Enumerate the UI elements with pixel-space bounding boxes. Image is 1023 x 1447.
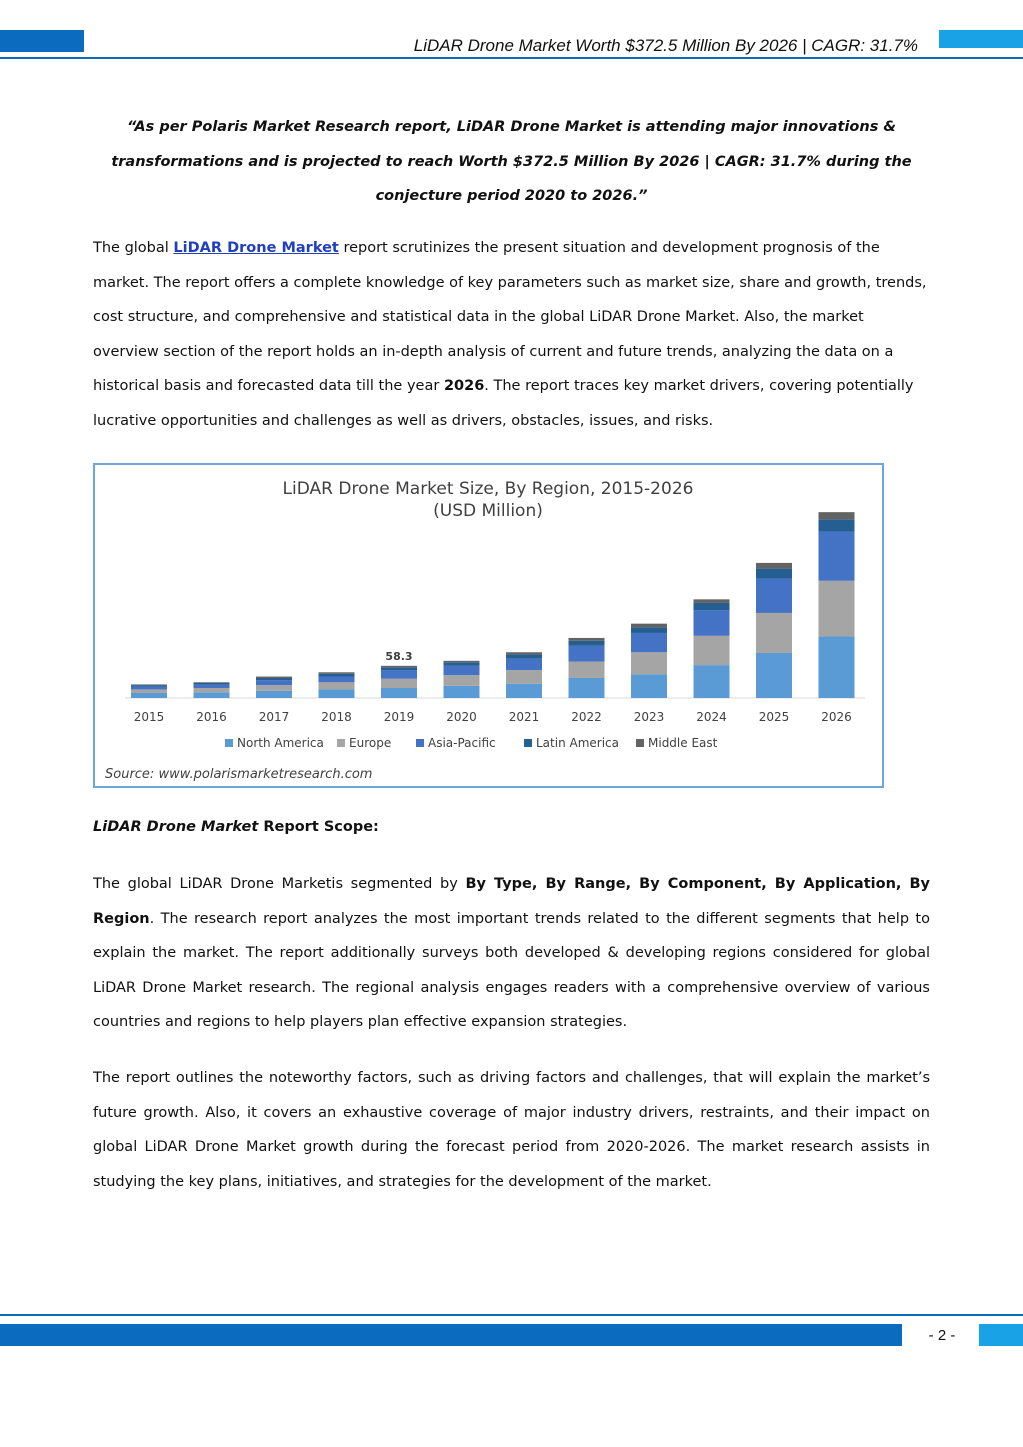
chart-svg xyxy=(95,465,882,786)
bar-segment-2020-north-america xyxy=(444,686,480,698)
bar-segment-2015-north-america xyxy=(131,693,167,698)
bar-segment-2018-latin-america xyxy=(319,674,355,677)
x-tick-label-2022: 2022 xyxy=(571,710,602,724)
bar-segment-2019-north-america xyxy=(381,688,417,698)
bar-segment-2021-europe xyxy=(506,670,542,684)
chart-x-labels xyxy=(134,710,852,724)
x-tick-label-2024: 2024 xyxy=(696,710,727,724)
bar-segment-2026-asia-pacific xyxy=(819,531,855,580)
scope-p1-rest: . The research report analyzes the most important trends related to the different segments that help to explain the market. The report additionally surveys both developed & developing regions considered for global LiDAR Drone Market research. The regional analysis engages readers with a comprehensive overview of various countries and regions to help players plan effective expansion strategies. xyxy=(93,910,930,1031)
bar-segment-2021-latin-america xyxy=(506,654,542,658)
header-rule xyxy=(0,57,1023,59)
scope-heading-italic: LiDAR Drone Market xyxy=(93,819,259,835)
bar-segment-2024-asia-pacific xyxy=(694,610,730,636)
lidar-drone-market-link[interactable]: LiDAR Drone Market xyxy=(173,240,339,256)
bar-segment-2016-north-america xyxy=(194,692,230,698)
bar-segment-2026-north-america xyxy=(819,637,855,698)
bar-segment-2024-north-america xyxy=(694,665,730,698)
x-tick-label-2017: 2017 xyxy=(258,710,290,724)
bar-segment-2025-latin-america xyxy=(756,569,792,579)
chart-title: LiDAR Drone Market Size, By Region, 2015-2026 xyxy=(282,479,694,499)
intro-prefix: The global xyxy=(93,240,174,256)
bar-segment-2017-europe xyxy=(256,685,292,691)
bar-segment-2022-middle-east xyxy=(569,638,605,641)
scope-paragraph-2: The report outlines the noteworthy factors, such as driving factors and challenges, that will explain the market’s future growth. Also, it covers an exhaustive coverage of major industry drivers, restraints, and their impact on global LiDAR Drone Market growth during the forecast period from 2020-2026. The market research assists in studying the key plans, initiatives, and strategies for the development of the market. xyxy=(93,1070,930,1190)
x-tick-label-2018: 2018 xyxy=(321,710,352,724)
header-title: LiDAR Drone Market Worth $372.5 Million By 2026 | CAGR: 31.7% xyxy=(413,36,918,55)
scope-paragraph-1 xyxy=(93,867,930,1040)
bar-segment-2022-latin-america xyxy=(569,641,605,646)
legend-swatch-latin-america xyxy=(524,739,532,747)
bar-segment-2024-europe xyxy=(694,636,730,665)
chart-legend xyxy=(225,736,718,750)
scope-p1-bold: By Type, By Range, By Component, By Application, By Region xyxy=(93,876,930,927)
intro-paragraph xyxy=(93,231,930,439)
legend-label-latin-america: Latin America xyxy=(536,736,619,750)
intro-text-1: report scrutinizes the present situation and development prognosis of the market. The report offers a complete knowledge of key parameters such as market size, share and growth, trends, cost structure, and comprehensive and statistical data in the global LiDAR Drone Market. Also, the market overview section of the report holds an in-depth analysis of current and future trends, analyzing the data on a historical basis and forecasted data till the year xyxy=(93,240,927,395)
bar-segment-2024-middle-east xyxy=(694,599,730,603)
intro-quote: “As per Polaris Market Research report, LiDAR Drone Market is attending major innovations & transformations and is projected to reach Worth $372.5 Million By 2026 | CAGR: 31.7% during the conjecture period 2020 to 2026.” xyxy=(111,119,912,204)
legend-swatch-asia-pacific xyxy=(416,739,424,747)
bar-segment-2024-latin-america xyxy=(694,603,730,610)
x-tick-label-2016: 2016 xyxy=(196,710,227,724)
bar-segment-2023-middle-east xyxy=(631,624,667,628)
x-tick-label-2019: 2019 xyxy=(383,710,415,724)
footer-accent-bar xyxy=(0,1324,902,1346)
bar-segment-2017-middle-east xyxy=(256,677,292,678)
x-tick-label-2020: 2020 xyxy=(446,710,477,724)
bar-segment-2025-europe xyxy=(756,613,792,653)
bar-segment-2019-latin-america xyxy=(381,667,417,670)
bar-segment-2021-middle-east xyxy=(506,652,542,654)
bar-segment-2026-europe xyxy=(819,581,855,637)
bar-segment-2018-north-america xyxy=(319,689,355,698)
scope-heading-rest: Report Scope: xyxy=(258,819,379,835)
intro-text-2: . The report traces key market drivers, covering potentially lucrative opportunities and challenges as well as drivers, obstacles, issues, and risks. xyxy=(93,378,914,429)
bar-segment-2015-asia-pacific xyxy=(131,687,167,690)
bar-segment-2015-middle-east xyxy=(131,684,167,685)
bar-segment-2018-europe xyxy=(319,682,355,689)
bar-segment-2016-europe xyxy=(194,688,230,692)
bar-segment-2019-asia-pacific xyxy=(381,670,417,679)
x-tick-label-2026: 2026 xyxy=(821,710,852,724)
legend-label-asia-pacific: Asia-Pacific xyxy=(428,736,496,750)
bar-segment-2020-latin-america xyxy=(444,662,480,666)
scope-p1-prefix: The global LiDAR Drone Marketis segmented by xyxy=(93,876,466,892)
legend-label-north-america: North America xyxy=(237,736,324,750)
legend-label-middle-east: Middle East xyxy=(648,736,718,750)
bar-segment-2022-europe xyxy=(569,662,605,678)
bar-segment-2023-north-america xyxy=(631,674,667,698)
bar-segment-2023-latin-america xyxy=(631,627,667,633)
x-tick-label-2025: 2025 xyxy=(758,710,790,724)
bar-segment-2019-europe xyxy=(381,679,417,688)
bar-segment-2025-asia-pacific xyxy=(756,579,792,613)
bar-segment-2017-latin-america xyxy=(256,678,292,680)
chart-bars xyxy=(131,512,855,698)
x-tick-label-2015: 2015 xyxy=(133,710,165,724)
legend-swatch-middle-east xyxy=(636,739,644,747)
bar-segment-2019-middle-east xyxy=(381,666,417,667)
x-tick-label-2021: 2021 xyxy=(508,710,540,724)
bar-segment-2021-north-america xyxy=(506,684,542,698)
bar-segment-2016-latin-america xyxy=(194,683,230,684)
bar-segment-2023-europe xyxy=(631,652,667,674)
bar-segment-2026-latin-america xyxy=(819,519,855,531)
data-label-2019: 58.3 xyxy=(385,649,413,663)
bar-segment-2015-europe xyxy=(131,689,167,693)
bar-segment-2022-north-america xyxy=(569,678,605,698)
bar-segment-2018-middle-east xyxy=(319,672,355,673)
page-number: - 2 - xyxy=(928,1327,956,1344)
bar-segment-2017-north-america xyxy=(256,691,292,698)
bar-segment-2025-middle-east xyxy=(756,563,792,569)
bar-segment-2025-north-america xyxy=(756,653,792,698)
bar-segment-2020-middle-east xyxy=(444,661,480,662)
bar-segment-2026-middle-east xyxy=(819,512,855,519)
bar-segment-2022-asia-pacific xyxy=(569,646,605,662)
market-size-chart xyxy=(93,463,884,788)
bar-segment-2020-asia-pacific xyxy=(444,666,480,675)
footer-rule xyxy=(0,1314,1023,1316)
bar-segment-2015-latin-america xyxy=(131,685,167,686)
header-accent-left xyxy=(0,30,84,52)
bar-segment-2017-asia-pacific xyxy=(256,680,292,685)
bar-segment-2016-middle-east xyxy=(194,682,230,683)
footer-accent-right xyxy=(979,1324,1023,1346)
legend-swatch-north-america xyxy=(225,739,233,747)
legend-label-europe: Europe xyxy=(349,736,392,750)
x-tick-label-2023: 2023 xyxy=(633,710,665,724)
chart-subtitle: (USD Million) xyxy=(433,501,543,521)
legend-swatch-europe xyxy=(337,739,345,747)
bar-segment-2023-asia-pacific xyxy=(631,633,667,652)
header-accent-right xyxy=(939,30,1023,48)
bar-segment-2018-asia-pacific xyxy=(319,677,355,683)
intro-bold-year: 2026 xyxy=(443,378,485,395)
bar-segment-2020-europe xyxy=(444,675,480,686)
scope-heading xyxy=(93,819,379,835)
bar-segment-2021-asia-pacific xyxy=(506,659,542,670)
chart-source: Source: www.polarismarketresearch.com xyxy=(105,767,373,782)
bar-segment-2016-asia-pacific xyxy=(194,684,230,688)
